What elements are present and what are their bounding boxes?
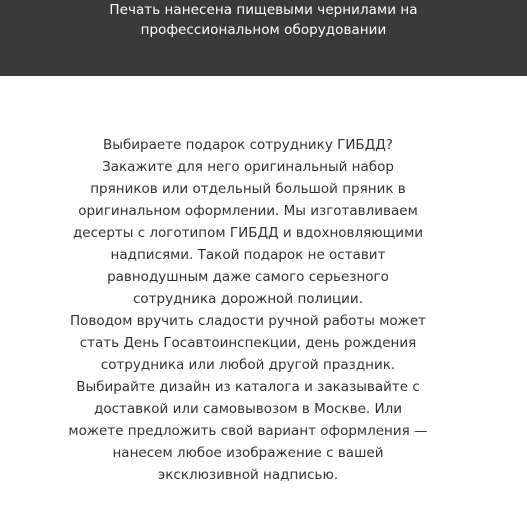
description-paragraph-1 [63, 134, 433, 310]
description-line: десерты с логотипом ГИБДД и вдохновляющими [72, 225, 424, 241]
banner-caption [0, 0, 527, 40]
description-line: Выбираете подарок сотруднику ГИБДД? [103, 137, 393, 153]
description-line: сотрудника дорожной полиции. [132, 291, 363, 307]
description-line: стать День Госавтоинспекции, день рождения [79, 335, 417, 351]
description-line: Поводом вручить сладости ручной работы может [69, 313, 427, 329]
description-line: пряников или отдельный большой пряник в [90, 181, 406, 197]
description-line: сотрудника или любой другой праздник. [100, 357, 396, 373]
top-banner [0, 0, 527, 76]
description-line: Выбирайте дизайн из каталога и заказывайте с [76, 379, 420, 395]
description-line: оригинальном оформлении. Мы изготавливаем [78, 203, 418, 219]
description-line: надписями. Такой подарок не оставит [110, 247, 386, 263]
description-paragraph-2 [63, 310, 433, 486]
banner-caption-line-1: Печать нанесена пищевыми чернилами на [109, 2, 418, 18]
product-description [63, 134, 433, 486]
description-line: равнодушным даже самого серьезного [107, 269, 389, 285]
description-line: можете предложить свой вариант оформления — [68, 423, 428, 439]
description-line: доставкой или самовывозом в Москве. Или [93, 401, 402, 417]
description-line: нанесем любое изображение с вашей [112, 445, 384, 461]
banner-caption-line-2: профессиональном оборудовании [140, 22, 387, 38]
description-line: Закажите для него оригинальный набор [102, 159, 394, 175]
description-line: эксклюзивной надписью. [157, 467, 339, 483]
